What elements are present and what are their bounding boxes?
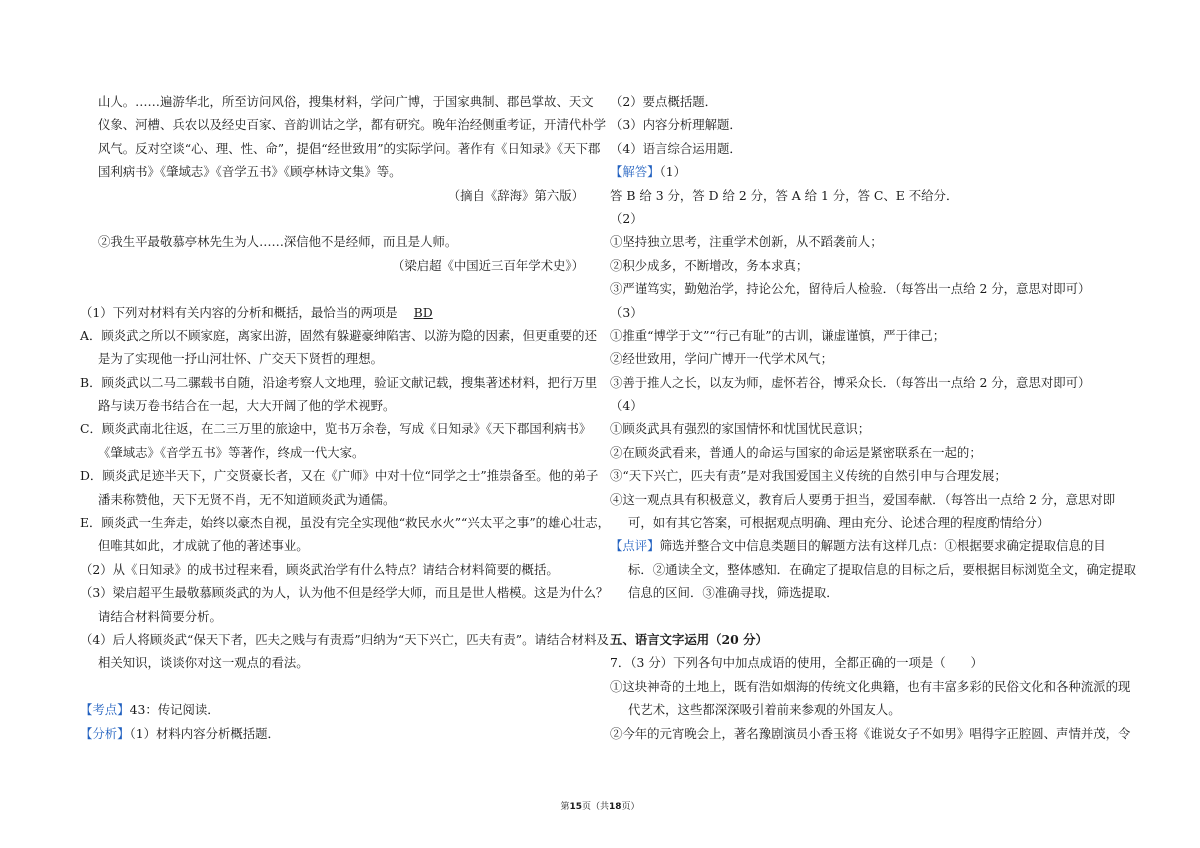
question-1: （1）下列对材料有关内容的分析和概括，最恰当的两项是 BD	[80, 301, 590, 324]
kaodian: 【考点】43：传记阅读．	[80, 702, 220, 718]
answer-part-2: （2）	[610, 210, 643, 226]
analysis-line: （3）内容分析理解题．	[610, 117, 742, 133]
answer-line: ①坚持独立思考，注重学术创新，从不蹈袭前人；	[610, 234, 883, 250]
answer-line: ④这一观点具有积极意义，教育后人要勇于担当，爱国奉献．（每答出一点给 2 分，意思对即	[610, 491, 1116, 507]
source-citation: （摘自《辞海》第六版）	[447, 187, 584, 203]
dianping-cont: 信息的区间．③准确寻找，筛选提取．	[628, 585, 839, 601]
option-b: B．顾炎武以二马二骡载书自随，沿途考察人文地理，验证文献记载，搜集著述材料，把行万里	[80, 374, 598, 390]
option-c: C．顾炎武南北往返，在二三万里的旅途中，览书万余卷，写成《日知录》《天下郡国利病书》	[80, 421, 592, 437]
answer-line: ③严谨笃实，勤勉治学，持论公允，留待后人检验．（每答出一点给 2 分，意思对即可）	[610, 281, 1091, 297]
answer-line: ③善于推人之长，以友为师，虚怀若谷，博采众长．（每答出一点给 2 分，意思对即可）	[610, 374, 1091, 390]
option-d: D．顾炎武足迹半天下，广交贤豪长者，又在《广师》中对十位“同学之士”推崇备至。他的弟子	[80, 468, 599, 484]
answer-line: ②在顾炎武看来，普通人的命运与国家的命运是紧密联系在一起的；	[610, 444, 982, 460]
answer-line: ①推重“博学于文”“行己有耻”的古训，谦虚谨慎，严于律己；	[610, 327, 946, 343]
answer-1: 答 B 给 3 分，答 D 给 2 分，答 A 给 1 分，答 C、E 不给分．	[610, 187, 959, 203]
fenxi: 【分析】（1）材料内容分析概括题．	[80, 725, 280, 741]
jieda-tag: 【解答】	[610, 164, 660, 180]
question-4-cont: 相关知识，谈谈你对这一观点的看法。	[98, 655, 309, 671]
fenxi-tag: 【分析】	[80, 725, 130, 741]
option-a-cont: 是为了实现他一抒山河壮怀、广交天下贤哲的理想。	[98, 351, 383, 367]
sentence-1: ①这块神奇的土地上，既有浩如烟海的传统文化典籍，也有丰富多彩的民俗文化和各种流派的现	[610, 678, 1131, 694]
dianping-cont: 标．②通读全文，整体感知．在确定了提取信息的目标之后，要根据目标浏览全文，确定提取	[628, 561, 1137, 577]
jieda: 【解答】（1）	[610, 164, 687, 180]
answer-line: ②经世致用，学问广博开一代学术风气；	[610, 351, 834, 367]
left-column	[80, 90, 611, 745]
page-number: 15	[569, 802, 582, 812]
sentence-2: ②今年的元宵晚会上，著名豫剧演员小香玉将《谁说女子不如男》唱得字正腔圆、声情并茂，令	[610, 725, 1131, 741]
option-e-cont: 但唯其如此，才成就了他的著述事业。	[98, 538, 309, 554]
page-total: 18	[609, 802, 622, 812]
question-3-cont: 请结合材料简要分析。	[98, 608, 222, 624]
source-citation: （梁启超《中国近三百年学术史》）	[391, 257, 584, 273]
question-2: （2）从《日知录》的成书过程来看，顾炎武治学有什么特点？请结合材料简要的概括。	[80, 561, 559, 577]
answer-line: ③“天下兴亡，匹夫有责”是对我国爱国主义传统的自然引申与合理发展；	[610, 468, 1007, 484]
section-heading: 五、语言文字运用（20 分）	[610, 631, 768, 647]
answer-blank: BD	[413, 304, 433, 320]
material-line: 风气。反对空谈“心、理、性、命”，提倡“经世致用”的实际学问。著作有《日知录》《天下郡	[98, 140, 601, 156]
dianping-tag: 【点评】	[610, 538, 660, 554]
question-7: 7．（3 分）下列各句中加点成语的使用，全都正确的一项是（ ）	[610, 655, 983, 671]
answer-line: ②积少成多，不断增改，务本求真；	[610, 257, 809, 273]
option-a: A．顾炎武之所以不顾家庭，离家出游，固然有躲避豪绅陷害、以游为隐的因素，但更重要的还	[80, 327, 597, 343]
page-footer: 第15页（共18页）	[560, 802, 640, 812]
kaodian-tag: 【考点】	[80, 702, 130, 718]
material-line: 仪象、河槽、兵农以及经史百家、音韵训诂之学，都有研究。晚年治经侧重考证，开清代朴学	[98, 117, 607, 133]
answer-line: ①顾炎武具有强烈的家国情怀和忧国忧民意识；	[610, 421, 871, 437]
material-quote: ②我生平最敬慕亭林先生为人……深信他不是经师，而且是人师。	[98, 234, 458, 250]
material-line: 山人。……遍游华北，所至访问风俗，搜集材料，学问广博，于国家典制、郡邑掌故、天文	[98, 94, 594, 109]
option-e: E．顾炎武一生奔走，始终以豪杰自视，虽没有完全实现他“救民水火”“兴太平之事”的雄心壮志，	[80, 515, 611, 531]
option-d-cont: 潘耒称赞他，天下无贤不肖，无不知道顾炎武为通儒。	[98, 491, 396, 507]
sentence-1-cont: 代艺术，这些都深深吸引着前来参观的外国友人。	[628, 702, 901, 718]
answer-line-cont: 可，如有其它答案，可根据观点明确、理由充分、论述合理的程度酌情给分）	[628, 515, 1050, 531]
material-line: 国利病书》《肇域志》《音学五书》《顾亭林诗文集》等。	[98, 164, 402, 180]
analysis-line: （4）语言综合运用题．	[610, 140, 742, 156]
answer-part-3: （3）	[610, 304, 643, 320]
option-b-cont: 路与读万卷书结合在一起，大大开阔了他的学术视野。	[98, 398, 396, 414]
answer-part-4: （4）	[610, 398, 643, 414]
option-c-cont: 《肇域志》《音学五书》等著作，终成一代大家。	[98, 444, 365, 460]
question-4: （4）后人将顾炎武“保天下者，匹夫之贱与有责焉”归纳为“天下兴亡，匹夫有责”。请结合材料及	[80, 631, 609, 647]
right-column	[610, 90, 1137, 745]
dianping: 【点评】筛选并整合文中信息类题目的解题方法有这样几点：①根据要求确定提取信息的目	[610, 538, 1106, 554]
analysis-line: （2）要点概括题．	[610, 94, 718, 109]
question-3: （3）梁启超平生最敬慕顾炎武的为人，认为他不但是经学大师，而且是世人楷模。这是为什么？	[80, 585, 609, 601]
